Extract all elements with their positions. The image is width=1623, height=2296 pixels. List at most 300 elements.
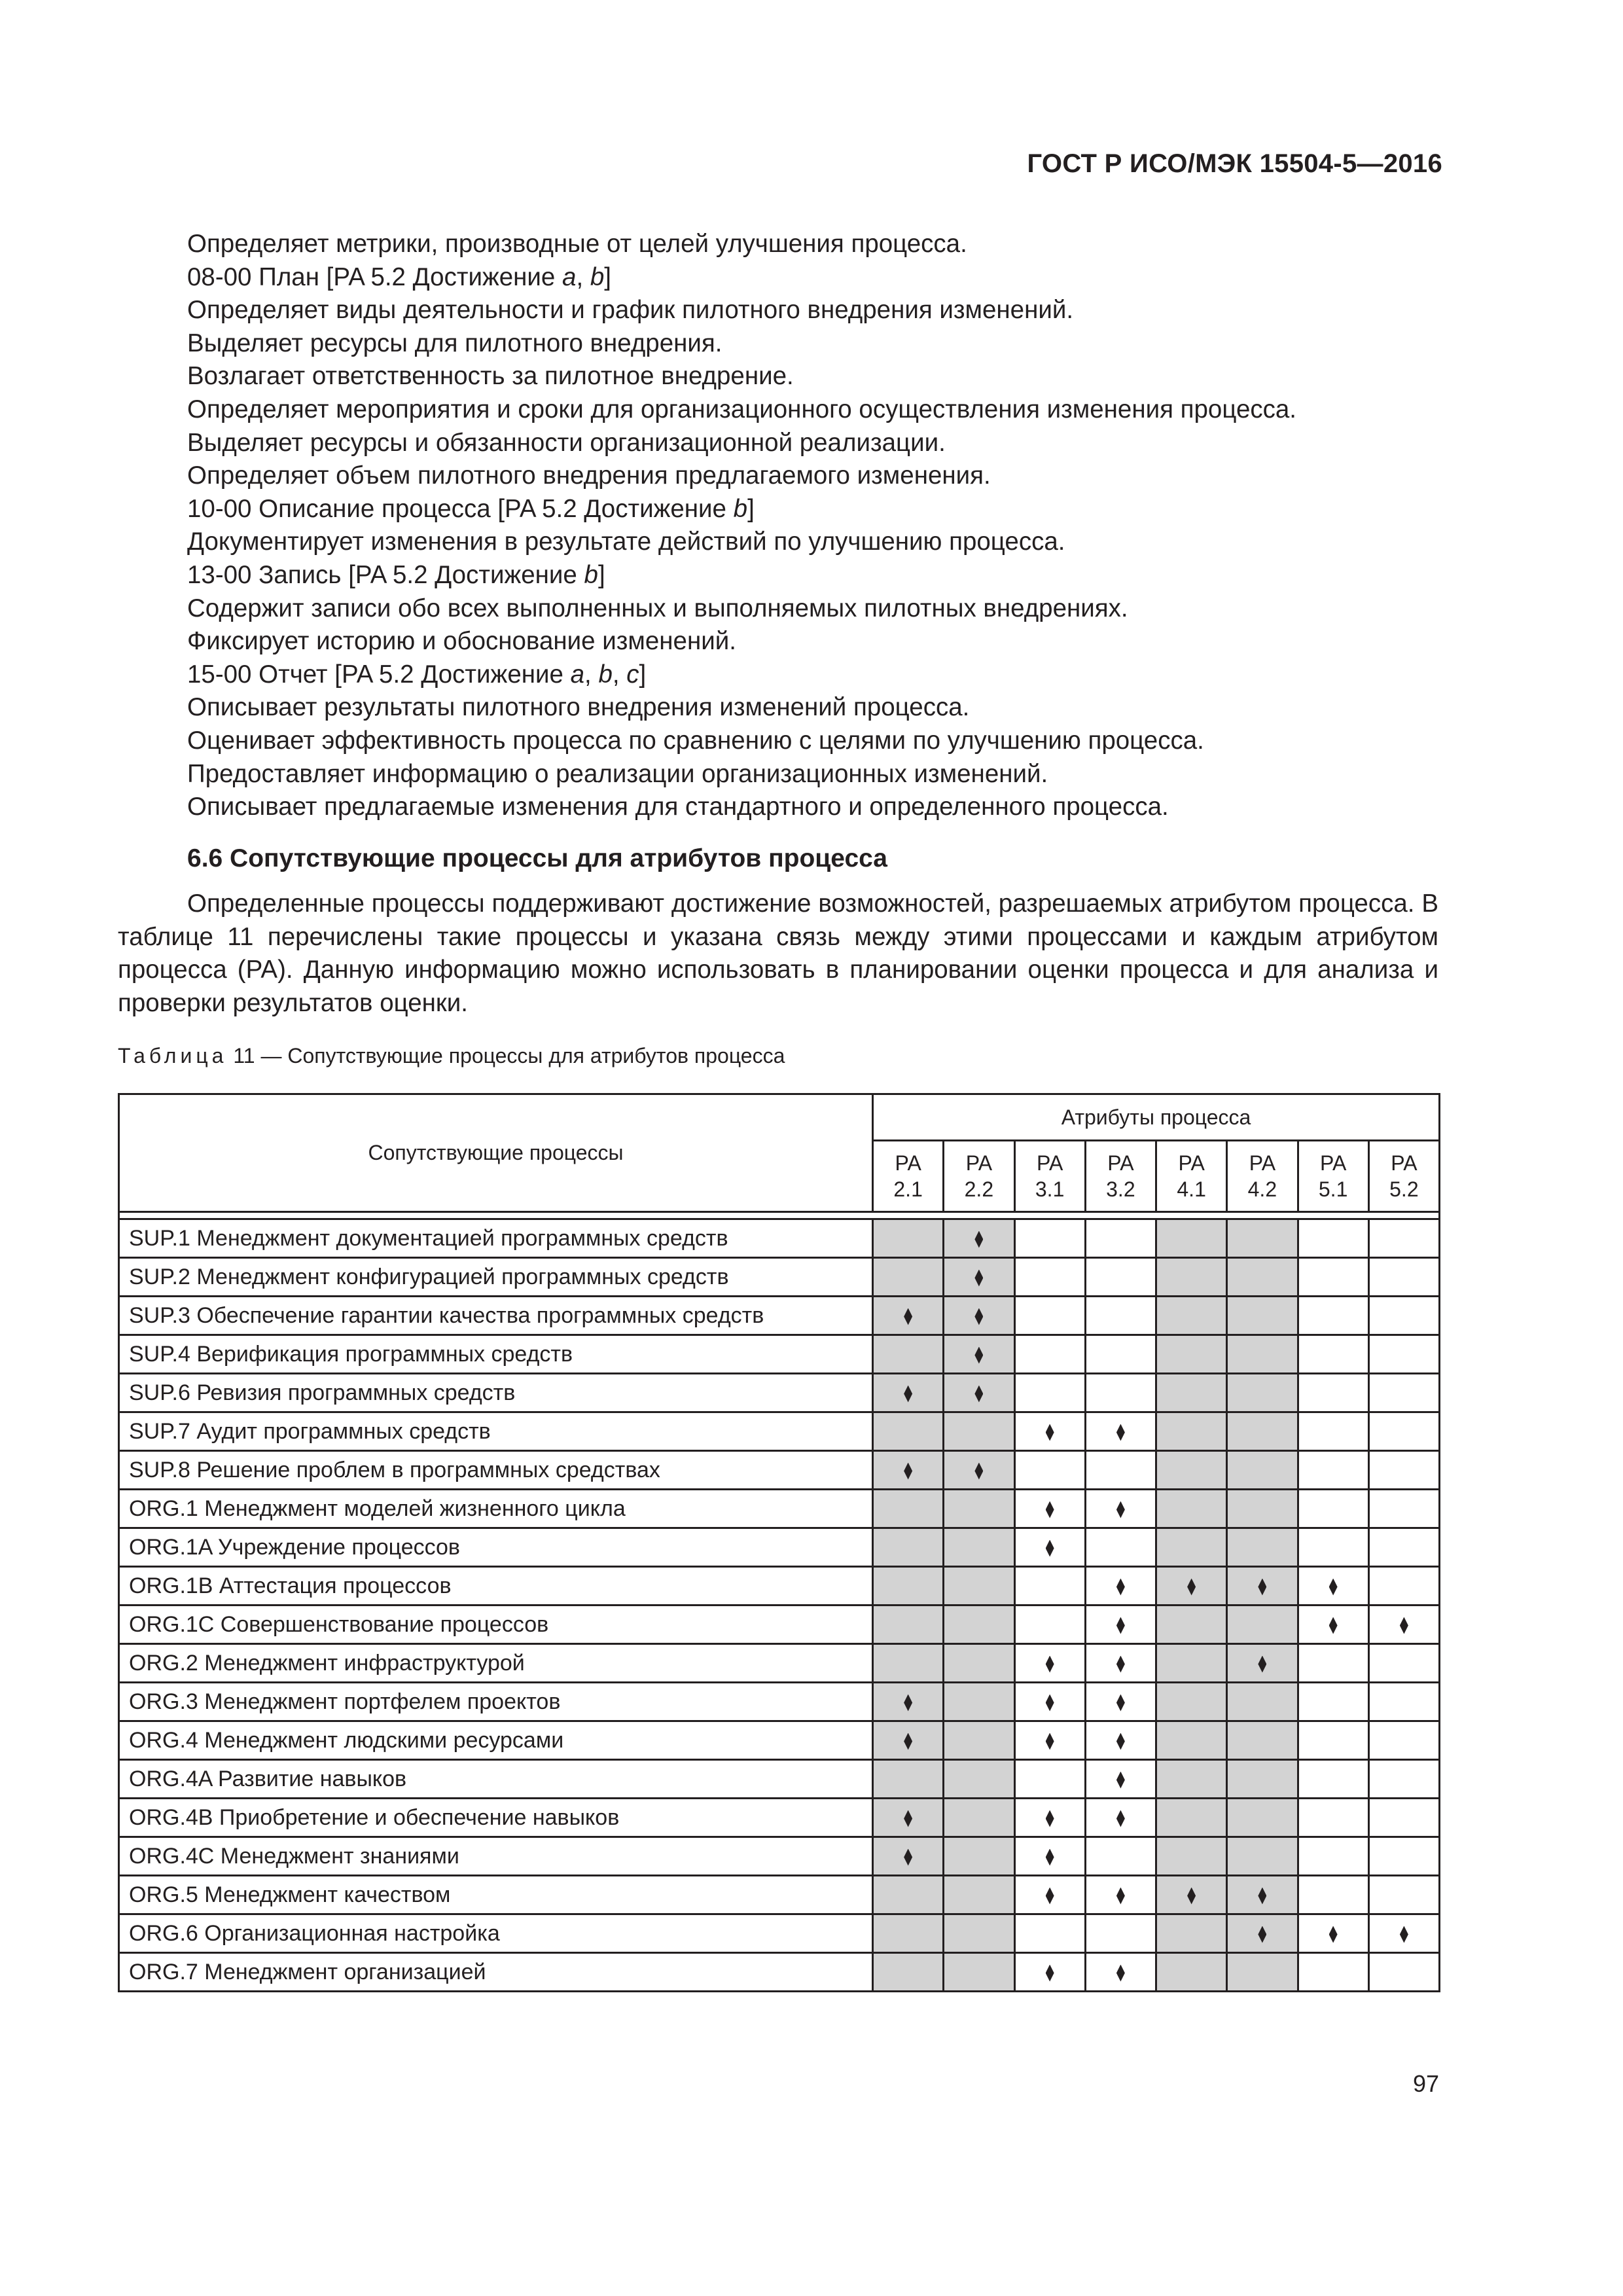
diamond-marker-icon xyxy=(1046,1965,1054,1982)
table-caption-title: 11 — Сопутствующие процессы для атрибутов процесса xyxy=(227,1044,785,1067)
diamond-marker-icon xyxy=(1187,1579,1196,1596)
table-row xyxy=(119,1297,1440,1335)
attribute-cell xyxy=(1156,1914,1227,1953)
separator-cell xyxy=(1298,1212,1368,1219)
attribute-cell xyxy=(873,1412,944,1451)
body-text xyxy=(187,228,1444,824)
attribute-cell xyxy=(944,1644,1014,1683)
attribute-cell xyxy=(1368,1451,1439,1490)
attribute-cell xyxy=(1368,1605,1439,1644)
attribute-cell xyxy=(1368,1567,1439,1605)
attribute-cell xyxy=(1227,1412,1298,1451)
body-line xyxy=(187,559,1444,592)
attribute-cell xyxy=(1368,1837,1439,1876)
body-line xyxy=(187,758,1444,791)
diamond-marker-icon xyxy=(904,1386,912,1403)
attribute-cell xyxy=(1156,1953,1227,1992)
diamond-marker-icon xyxy=(1116,1656,1125,1673)
italic-text: b xyxy=(584,560,598,589)
text-segment: , xyxy=(612,660,627,689)
section-paragraph: Определенные процессы поддерживают достижение возможностей, разрешаемых атрибутом процесса. В таблице 11 перечислены такие процессы и указана связь между этими процессами и каждым атрибутом процесса (PA). Данную информацию можно использовать в планировании оценки процесса и для анализа и проверки результатов оценки. xyxy=(118,889,1438,1017)
text-segment: Фиксирует историю и обоснование изменений. xyxy=(187,627,736,656)
header-pa-column xyxy=(1014,1141,1085,1212)
table-row xyxy=(119,1837,1440,1876)
text-segment: ] xyxy=(747,494,755,523)
table-row xyxy=(119,1644,1440,1683)
attribute-cell xyxy=(1085,1528,1156,1567)
attribute-cell xyxy=(1227,1837,1298,1876)
table-row xyxy=(119,1605,1440,1644)
attribute-cell xyxy=(1298,1297,1368,1335)
attribute-cell xyxy=(1227,1258,1298,1297)
diamond-marker-icon xyxy=(1116,1424,1125,1441)
attribute-cell xyxy=(944,1528,1014,1567)
diamond-marker-icon xyxy=(1046,1849,1054,1866)
attribute-cell xyxy=(1085,1644,1156,1683)
diamond-marker-icon xyxy=(1046,1733,1054,1750)
attribute-cell xyxy=(1014,1876,1085,1914)
attribute-cell xyxy=(1368,1490,1439,1528)
table-row xyxy=(119,1953,1440,1992)
diamond-marker-icon xyxy=(1258,1656,1266,1673)
attribute-cell xyxy=(1085,1876,1156,1914)
text-segment: ] xyxy=(597,560,605,589)
attribute-cell xyxy=(873,1644,944,1683)
table-row xyxy=(119,1528,1440,1567)
attribute-cell xyxy=(1298,1721,1368,1760)
header-related-processes: Сопутствующие процессы xyxy=(119,1094,873,1212)
attribute-cell xyxy=(1156,1528,1227,1567)
attribute-cell xyxy=(1227,1760,1298,1799)
attribute-cell xyxy=(1227,1219,1298,1258)
attribute-cell xyxy=(1014,1490,1085,1528)
text-segment: Определяет виды деятельности и график пилотного внедрения изменений. xyxy=(187,296,1074,325)
diamond-marker-icon xyxy=(904,1810,912,1827)
attribute-cell xyxy=(1298,1374,1368,1412)
attribute-cell xyxy=(1085,1374,1156,1412)
process-name-cell: ORG.2 Менеджмент инфраструктурой xyxy=(119,1644,873,1683)
body-line xyxy=(187,393,1444,427)
text-segment: 08-00 План [PA 5.2 Достижение xyxy=(187,262,563,291)
body-line xyxy=(187,294,1444,327)
attribute-cell xyxy=(873,1760,944,1799)
body-line xyxy=(187,459,1444,493)
attribute-cell xyxy=(1298,1683,1368,1721)
attribute-cell xyxy=(1156,1258,1227,1297)
attribute-cell xyxy=(1014,1219,1085,1258)
diamond-marker-icon xyxy=(904,1849,912,1866)
header-pa-label: PA xyxy=(1107,1151,1134,1175)
attribute-cell xyxy=(873,1953,944,1992)
attribute-cell xyxy=(944,1721,1014,1760)
attribute-cell xyxy=(1368,1374,1439,1412)
attribute-cell xyxy=(1014,1760,1085,1799)
table-row xyxy=(119,1721,1440,1760)
separator-cell xyxy=(944,1212,1014,1219)
attribute-cell xyxy=(1156,1876,1227,1914)
diamond-marker-icon xyxy=(1116,1888,1125,1905)
attribute-cell xyxy=(1014,1567,1085,1605)
separator-cell xyxy=(119,1212,873,1219)
attribute-cell xyxy=(1368,1258,1439,1297)
attribute-cell xyxy=(1368,1953,1439,1992)
body-line xyxy=(187,427,1444,460)
attribute-cell xyxy=(1298,1799,1368,1837)
header-pa-column xyxy=(873,1141,944,1212)
diamond-marker-icon xyxy=(1400,1926,1408,1943)
diamond-marker-icon xyxy=(1116,1965,1125,1982)
attribute-cell xyxy=(873,1374,944,1412)
italic-text: a xyxy=(570,660,585,689)
attribute-cell xyxy=(1085,1953,1156,1992)
separator-cell xyxy=(1156,1212,1227,1219)
attribute-cell xyxy=(944,1258,1014,1297)
attribute-cell xyxy=(1298,1412,1368,1451)
attribute-cell xyxy=(1085,1605,1156,1644)
attribute-cell xyxy=(1227,1876,1298,1914)
attribute-cell xyxy=(1085,1335,1156,1374)
process-name-cell: ORG.4C Менеджмент знаниями xyxy=(119,1837,873,1876)
attribute-cell xyxy=(1085,1490,1156,1528)
attribute-cell xyxy=(1156,1799,1227,1837)
attribute-cell xyxy=(944,1297,1014,1335)
attribute-cell xyxy=(1368,1799,1439,1837)
table-row xyxy=(119,1914,1440,1953)
header-pa-number: 5.2 xyxy=(1389,1177,1419,1201)
diamond-marker-icon xyxy=(1116,1579,1125,1596)
attribute-cell xyxy=(1227,1490,1298,1528)
process-attribute-table xyxy=(118,1093,1440,1992)
attribute-cell xyxy=(1085,1219,1156,1258)
attribute-cell xyxy=(1014,1914,1085,1953)
diamond-marker-icon xyxy=(974,1463,983,1480)
process-name-cell: ORG.6 Организационная настройка xyxy=(119,1914,873,1953)
diamond-marker-icon xyxy=(1116,1617,1125,1634)
attribute-cell xyxy=(1368,1914,1439,1953)
attribute-cell xyxy=(873,1605,944,1644)
table-caption xyxy=(118,1044,785,1068)
text-segment: Возлагает ответственность за пилотное внедрение. xyxy=(187,362,794,391)
process-name-cell: SUP.8 Решение проблем в программных средствах xyxy=(119,1451,873,1490)
attribute-cell xyxy=(873,1258,944,1297)
attribute-cell xyxy=(873,1297,944,1335)
text-segment: Определяет объем пилотного внедрения предлагаемого изменения. xyxy=(187,461,991,490)
process-name-cell: SUP.6 Ревизия программных средств xyxy=(119,1374,873,1412)
text-segment: Предоставляет информацию о реализации организационных изменений. xyxy=(187,759,1048,788)
attribute-cell xyxy=(944,1451,1014,1490)
italic-text: b xyxy=(590,262,605,291)
text-segment: 15-00 Отчет [PA 5.2 Достижение xyxy=(187,660,571,689)
attribute-cell xyxy=(1014,1335,1085,1374)
attribute-cell xyxy=(1227,1451,1298,1490)
attribute-cell xyxy=(1227,1528,1298,1567)
diamond-marker-icon xyxy=(904,1308,912,1325)
table-row xyxy=(119,1412,1440,1451)
italic-text: b xyxy=(598,660,613,689)
text-segment: ] xyxy=(639,660,647,689)
attribute-cell xyxy=(1156,1683,1227,1721)
text-segment: 10-00 Описание процесса [PA 5.2 Достижение xyxy=(187,494,734,523)
diamond-marker-icon xyxy=(1116,1501,1125,1518)
body-line xyxy=(187,725,1444,758)
header-pa-column xyxy=(1227,1141,1298,1212)
attribute-cell xyxy=(873,1567,944,1605)
text-segment: Описывает результаты пилотного внедрения изменений процесса. xyxy=(187,693,970,722)
attribute-cell xyxy=(873,1799,944,1837)
table-row xyxy=(119,1760,1440,1799)
attribute-cell xyxy=(1298,1876,1368,1914)
attribute-cell xyxy=(873,1683,944,1721)
body-line xyxy=(187,625,1444,658)
standard-designation: ГОСТ Р ИСО/МЭК 15504-5—2016 xyxy=(1027,149,1442,178)
table-row xyxy=(119,1683,1440,1721)
attribute-cell xyxy=(873,1490,944,1528)
diamond-marker-icon xyxy=(1046,1424,1054,1441)
separator-cell xyxy=(1227,1212,1298,1219)
attribute-cell xyxy=(1014,1721,1085,1760)
header-pa-label: PA xyxy=(895,1151,921,1175)
attribute-cell xyxy=(1298,1760,1368,1799)
text-segment: Определяет мероприятия и сроки для организационного осуществления изменения процесса. xyxy=(187,395,1296,423)
attribute-cell xyxy=(944,1876,1014,1914)
attribute-cell xyxy=(1227,1644,1298,1683)
diamond-marker-icon xyxy=(1258,1926,1266,1943)
diamond-marker-icon xyxy=(1116,1695,1125,1712)
attribute-cell xyxy=(1014,1297,1085,1335)
process-name-cell: ORG.7 Менеджмент организацией xyxy=(119,1953,873,1992)
diamond-marker-icon xyxy=(904,1463,912,1480)
attribute-cell xyxy=(944,1953,1014,1992)
diamond-marker-icon xyxy=(1046,1656,1054,1673)
header-pa-label: PA xyxy=(1249,1151,1276,1175)
attribute-cell xyxy=(1156,1605,1227,1644)
attribute-cell xyxy=(1227,1799,1298,1837)
attribute-cell xyxy=(1085,1567,1156,1605)
body-line xyxy=(187,526,1444,559)
text-segment: Документирует изменения в результате действий по улучшению процесса. xyxy=(187,528,1065,556)
attribute-cell xyxy=(1014,1528,1085,1567)
attribute-cell xyxy=(1298,1219,1368,1258)
body-line xyxy=(187,658,1444,692)
attribute-cell xyxy=(1085,1799,1156,1837)
attribute-cell xyxy=(1156,1335,1227,1374)
header-pa-number: 3.1 xyxy=(1035,1177,1065,1201)
attribute-cell xyxy=(1227,1567,1298,1605)
attribute-cell xyxy=(873,1914,944,1953)
text-segment: Оценивает эффективность процесса по сравнению с целями по улучшению процесса. xyxy=(187,726,1204,755)
attribute-cell xyxy=(944,1335,1014,1374)
diamond-marker-icon xyxy=(1258,1579,1266,1596)
process-name-cell: ORG.1A Учреждение процессов xyxy=(119,1528,873,1567)
attribute-cell xyxy=(1368,1528,1439,1567)
table-row xyxy=(119,1258,1440,1297)
attribute-cell xyxy=(1014,1605,1085,1644)
attribute-cell xyxy=(1014,1258,1085,1297)
header-pa-number: 3.2 xyxy=(1106,1177,1135,1201)
diamond-marker-icon xyxy=(1116,1772,1125,1789)
process-name-cell: ORG.5 Менеджмент качеством xyxy=(119,1876,873,1914)
attribute-cell xyxy=(1014,1953,1085,1992)
header-pa-column xyxy=(1085,1141,1156,1212)
process-name-cell: ORG.1C Совершенствование процессов xyxy=(119,1605,873,1644)
attribute-cell xyxy=(1227,1297,1298,1335)
header-pa-label: PA xyxy=(1391,1151,1418,1175)
diamond-marker-icon xyxy=(1046,1810,1054,1827)
process-name-cell: SUP.3 Обеспечение гарантии качества программных средств xyxy=(119,1297,873,1335)
table-row xyxy=(119,1335,1440,1374)
attribute-cell xyxy=(1368,1297,1439,1335)
attribute-cell xyxy=(873,1335,944,1374)
diamond-marker-icon xyxy=(974,1270,983,1287)
process-name-cell: ORG.3 Менеджмент портфелем проектов xyxy=(119,1683,873,1721)
attribute-cell xyxy=(1298,1605,1368,1644)
attribute-cell xyxy=(1014,1374,1085,1412)
attribute-cell xyxy=(1014,1451,1085,1490)
attribute-cell xyxy=(944,1219,1014,1258)
body-line xyxy=(187,360,1444,393)
header-pa-number: 4.2 xyxy=(1247,1177,1277,1201)
header-pa-column xyxy=(1298,1141,1368,1212)
diamond-marker-icon xyxy=(974,1347,983,1364)
text-segment: Описывает предлагаемые изменения для стандартного и определенного процесса. xyxy=(187,793,1169,821)
attribute-cell xyxy=(944,1799,1014,1837)
attribute-cell xyxy=(1156,1490,1227,1528)
text-segment: Определяет метрики, производные от целей улучшения процесса. xyxy=(187,230,967,258)
text-segment: Выделяет ресурсы и обязанности организационной реализации. xyxy=(187,428,946,457)
attribute-cell xyxy=(1014,1644,1085,1683)
attribute-cell xyxy=(944,1837,1014,1876)
attribute-cell xyxy=(873,1876,944,1914)
attribute-cell xyxy=(1085,1683,1156,1721)
table-row xyxy=(119,1567,1440,1605)
attribute-cell xyxy=(1014,1799,1085,1837)
attribute-cell xyxy=(1227,1721,1298,1760)
attribute-cell xyxy=(944,1760,1014,1799)
attribute-cell xyxy=(1085,1837,1156,1876)
page-number: 97 xyxy=(1413,2070,1440,2097)
header-pa-label: PA xyxy=(965,1151,993,1175)
attribute-cell xyxy=(1014,1683,1085,1721)
header-pa-number: 2.2 xyxy=(964,1177,994,1201)
attribute-cell xyxy=(1227,1374,1298,1412)
body-line xyxy=(187,493,1444,526)
text-segment: 13-00 Запись [PA 5.2 Достижение xyxy=(187,560,584,589)
attribute-cell xyxy=(1085,1258,1156,1297)
attribute-cell xyxy=(1368,1644,1439,1683)
diamond-marker-icon xyxy=(1046,1888,1054,1905)
body-line xyxy=(187,327,1444,361)
diamond-marker-icon xyxy=(1116,1733,1125,1750)
header-pa-number: 4.1 xyxy=(1177,1177,1206,1201)
attribute-cell xyxy=(1227,1335,1298,1374)
attribute-cell xyxy=(1227,1914,1298,1953)
attribute-cell xyxy=(1368,1721,1439,1760)
process-name-cell: ORG.1 Менеджмент моделей жизненного цикла xyxy=(119,1490,873,1528)
diamond-marker-icon xyxy=(1258,1888,1266,1905)
diamond-marker-icon xyxy=(1329,1926,1338,1943)
attribute-cell xyxy=(944,1374,1014,1412)
attribute-cell xyxy=(1156,1721,1227,1760)
italic-text: b xyxy=(733,494,748,523)
body-line xyxy=(187,691,1444,725)
header-separator xyxy=(119,1212,1440,1219)
attribute-cell xyxy=(1298,1644,1368,1683)
separator-cell xyxy=(873,1212,944,1219)
text-segment: , xyxy=(576,262,590,291)
header-pa-label: PA xyxy=(1319,1151,1347,1175)
process-name-cell: ORG.4 Менеджмент людскими ресурсами xyxy=(119,1721,873,1760)
attribute-cell xyxy=(1227,1953,1298,1992)
attribute-cell xyxy=(944,1567,1014,1605)
diamond-marker-icon xyxy=(1187,1888,1196,1905)
attribute-cell xyxy=(873,1219,944,1258)
diamond-marker-icon xyxy=(1046,1540,1054,1557)
attribute-cell xyxy=(1298,1528,1368,1567)
attribute-cell xyxy=(1368,1412,1439,1451)
header-pa-column xyxy=(944,1141,1014,1212)
italic-text: c xyxy=(626,660,639,689)
attribute-cell xyxy=(1085,1760,1156,1799)
table-row xyxy=(119,1799,1440,1837)
attribute-cell xyxy=(1368,1683,1439,1721)
attribute-cell xyxy=(1085,1412,1156,1451)
attribute-cell xyxy=(1156,1567,1227,1605)
text-segment: Выделяет ресурсы для пилотного внедрения. xyxy=(187,329,722,357)
attribute-cell xyxy=(1156,1644,1227,1683)
attribute-cell xyxy=(1014,1837,1085,1876)
diamond-marker-icon xyxy=(1046,1695,1054,1712)
table-row xyxy=(119,1219,1440,1258)
attribute-cell xyxy=(1298,1258,1368,1297)
attribute-cell xyxy=(1156,1760,1227,1799)
diamond-marker-icon xyxy=(974,1231,983,1248)
attribute-cell xyxy=(1156,1837,1227,1876)
process-name-cell: ORG.1B Аттестация процессов xyxy=(119,1567,873,1605)
body-line xyxy=(187,791,1444,824)
header-pa-number: 2.1 xyxy=(893,1177,923,1201)
attribute-cell xyxy=(1298,1451,1368,1490)
attribute-cell xyxy=(1298,1837,1368,1876)
attribute-cell xyxy=(1298,1335,1368,1374)
header-pa-number: 5.1 xyxy=(1318,1177,1348,1201)
process-name-cell: ORG.4B Приобретение и обеспечение навыков xyxy=(119,1799,873,1837)
attribute-cell xyxy=(1085,1451,1156,1490)
process-name-cell: SUP.7 Аудит программных средств xyxy=(119,1412,873,1451)
diamond-marker-icon xyxy=(1329,1617,1338,1634)
text-segment: ] xyxy=(604,262,611,291)
italic-text: a xyxy=(562,262,577,291)
attribute-cell xyxy=(1156,1297,1227,1335)
diamond-marker-icon xyxy=(1329,1579,1338,1596)
table-caption-label: Таблица xyxy=(118,1044,228,1067)
attribute-cell xyxy=(944,1683,1014,1721)
header-pa-label: PA xyxy=(1178,1151,1205,1175)
body-line xyxy=(187,261,1444,295)
section-heading: 6.6 Сопутствующие процессы для атрибутов процесса xyxy=(187,844,887,872)
text-segment: Содержит записи обо всех выполненных и выполняемых пилотных внедрениях. xyxy=(187,594,1128,622)
attribute-cell xyxy=(944,1914,1014,1953)
separator-cell xyxy=(1085,1212,1156,1219)
attribute-cell xyxy=(1368,1760,1439,1799)
attribute-cell xyxy=(1298,1953,1368,1992)
attribute-cell xyxy=(1298,1914,1368,1953)
attribute-cell xyxy=(1085,1297,1156,1335)
attribute-cell xyxy=(873,1837,944,1876)
header-pa-label: PA xyxy=(1036,1151,1063,1175)
table-row xyxy=(119,1451,1440,1490)
attribute-cell xyxy=(1368,1335,1439,1374)
body-line xyxy=(187,592,1444,626)
